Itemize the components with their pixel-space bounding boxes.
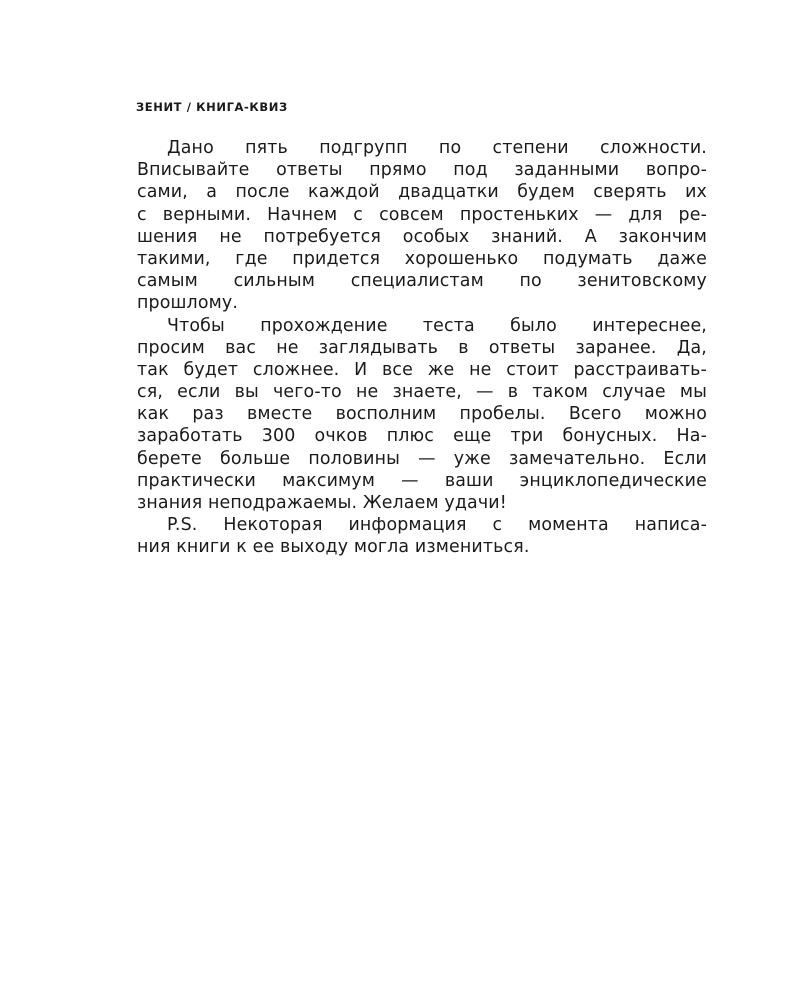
paragraph-2-line-6: заработать 300 очков плюс еще три бонусных. На-	[137, 426, 707, 447]
paragraph-1-line-7: самым сильным специалистам по зенитовскому	[137, 271, 707, 292]
paragraph-1-line-3: сами, а после каждой двадцатки будем сверять их	[137, 182, 707, 203]
paragraph-1-line-6: такими, где придется хорошенько подумать даже	[137, 248, 707, 269]
paragraph-1-line-1: Дано пять подгрупп по степени сложности.	[167, 138, 707, 158]
paragraph-2-line-3: так будет сложнее. И все же не стоит расстраивать-	[137, 359, 707, 380]
paragraph-2-line-8: практически максимум — ваши энциклопедические	[137, 470, 707, 491]
paragraph-2-line-7: берете больше половины — уже замечательно. Если	[137, 448, 707, 469]
paragraph-2-line-2: просим вас не заглядывать в ответы заранее. Да,	[137, 337, 707, 358]
paragraph-1-line-5: шения не потребуется особых знаний. А закончим	[137, 226, 707, 247]
paragraph-1-line-2: Вписывайте ответы прямо под заданными вопро-	[137, 160, 707, 181]
paragraph-2-line-9: знания неподражаемы. Желаем удачи!	[137, 493, 507, 513]
paragraph-3-line-1: P.S. Некоторая информация с момента написа-	[167, 515, 707, 536]
paragraph-1-line-8: прошлому.	[137, 293, 239, 314]
body-text	[137, 137, 707, 559]
paragraph-2-line-1: Чтобы прохождение теста было интереснее,	[167, 315, 707, 336]
paragraph-2-line-4: ся, если вы чего-то не знаете, — в таком случае мы	[137, 382, 707, 403]
paragraph-2-line-5: как раз вместе восполним пробелы. Всего можно	[137, 404, 707, 425]
paragraph-3-line-2: ния книги к ее выходу могла измениться.	[137, 537, 530, 558]
paragraph-1-line-4: с верными. Начнем с совсем простеньких — для ре-	[137, 204, 707, 225]
running-header: ЗЕНИТ / КНИГА-КВИЗ	[136, 100, 288, 114]
